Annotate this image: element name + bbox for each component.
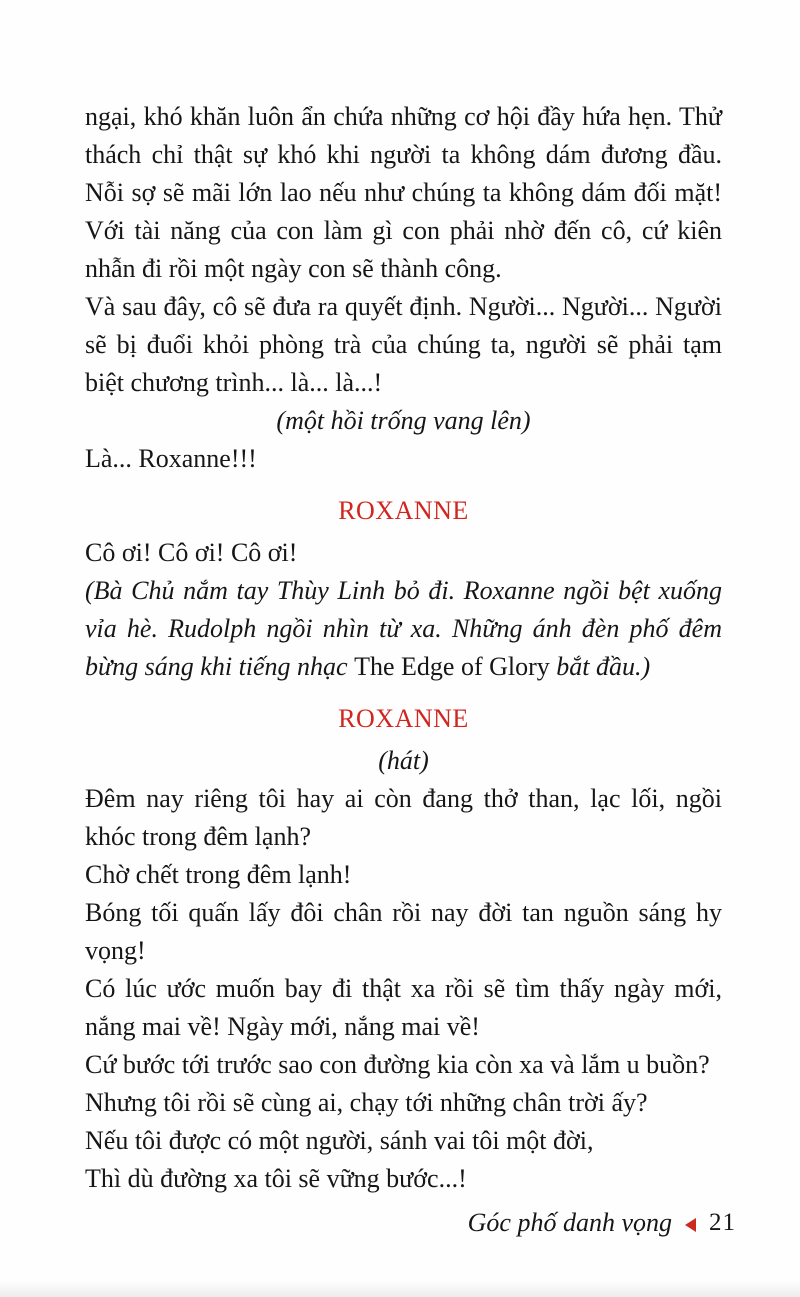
stage-direction-text: bắt đầu.) [549,652,651,681]
page-body-text [85,98,722,1198]
dialogue-paragraph: ngại, khó khăn luôn ẩn chứa những cơ hội đầy hứa hẹn. Thử thách chỉ thật sự khó khi người ta không dám đương đầu. Nỗi sợ sẽ mãi lớn lao nếu như chúng ta không dám đối mặt! Với tài năng của con làm gì con phải nhờ đến cô, cứ kiên nhẫn đi rồi một ngày con sẽ thành công. [85,102,722,283]
dialogue-line: Là... Roxanne!!! [85,444,257,473]
stage-direction-text: (Bà Chủ nắm tay Thùy Linh bỏ đi. Roxanne ngồi bệt xuống vỉa hè. Rudolph ngồi nhìn từ xa. Những ánh đèn phố đêm bừng sáng khi tiếng nhạc [85,576,722,681]
dialogue-line: Cô ơi! Cô ơi! Cô ơi! [85,538,298,567]
footer-book-title: Góc phố danh vọng [467,1208,672,1237]
lyric-line: Bóng tối quấn lấy đôi chân rồi nay đời tan nguồn sáng hy vọng! [85,898,722,965]
stage-direction [85,572,722,686]
song-title-reference: The Edge of Glory [354,652,550,681]
page-number: 21 [709,1209,736,1236]
lyric-line: Nhưng tôi rồi sẽ cùng ai, chạy tới những chân trời ấy? [85,1088,648,1117]
page-footer [468,1208,736,1238]
lyric-line: Cứ bước tới trước sao con đường kia còn xa và lắm u buồn? [85,1050,710,1079]
dialogue-paragraph: Và sau đây, cô sẽ đưa ra quyết định. Người... Người... Người sẽ bị đuổi khỏi phòng trà của chúng ta, người sẽ phải tạm biệt chương trình... là... là...! [85,292,722,397]
character-name-heading: ROXANNE [338,496,469,525]
lyric-line: Thì dù đường xa tôi sẽ vững bước...! [85,1164,467,1193]
left-triangle-icon [685,1218,696,1232]
character-name-heading: ROXANNE [338,704,469,733]
lyric-line: Chờ chết trong đêm lạnh! [85,860,352,889]
lyric-line: Nếu tôi được có một người, sánh vai tôi một đời, [85,1126,594,1155]
scan-edge-shadow [0,1281,800,1297]
lyric-line: Đêm nay riêng tôi hay ai còn đang thở than, lạc lối, ngồi khóc trong đêm lạnh? [85,784,722,851]
stage-cue-drum: (một hồi trống vang lên) [276,406,531,435]
sing-cue: (hát) [378,746,429,775]
lyric-line: Có lúc ước muốn bay đi thật xa rồi sẽ tìm thấy ngày mới, nắng mai về! Ngày mới, nắng mai về! [85,974,722,1041]
